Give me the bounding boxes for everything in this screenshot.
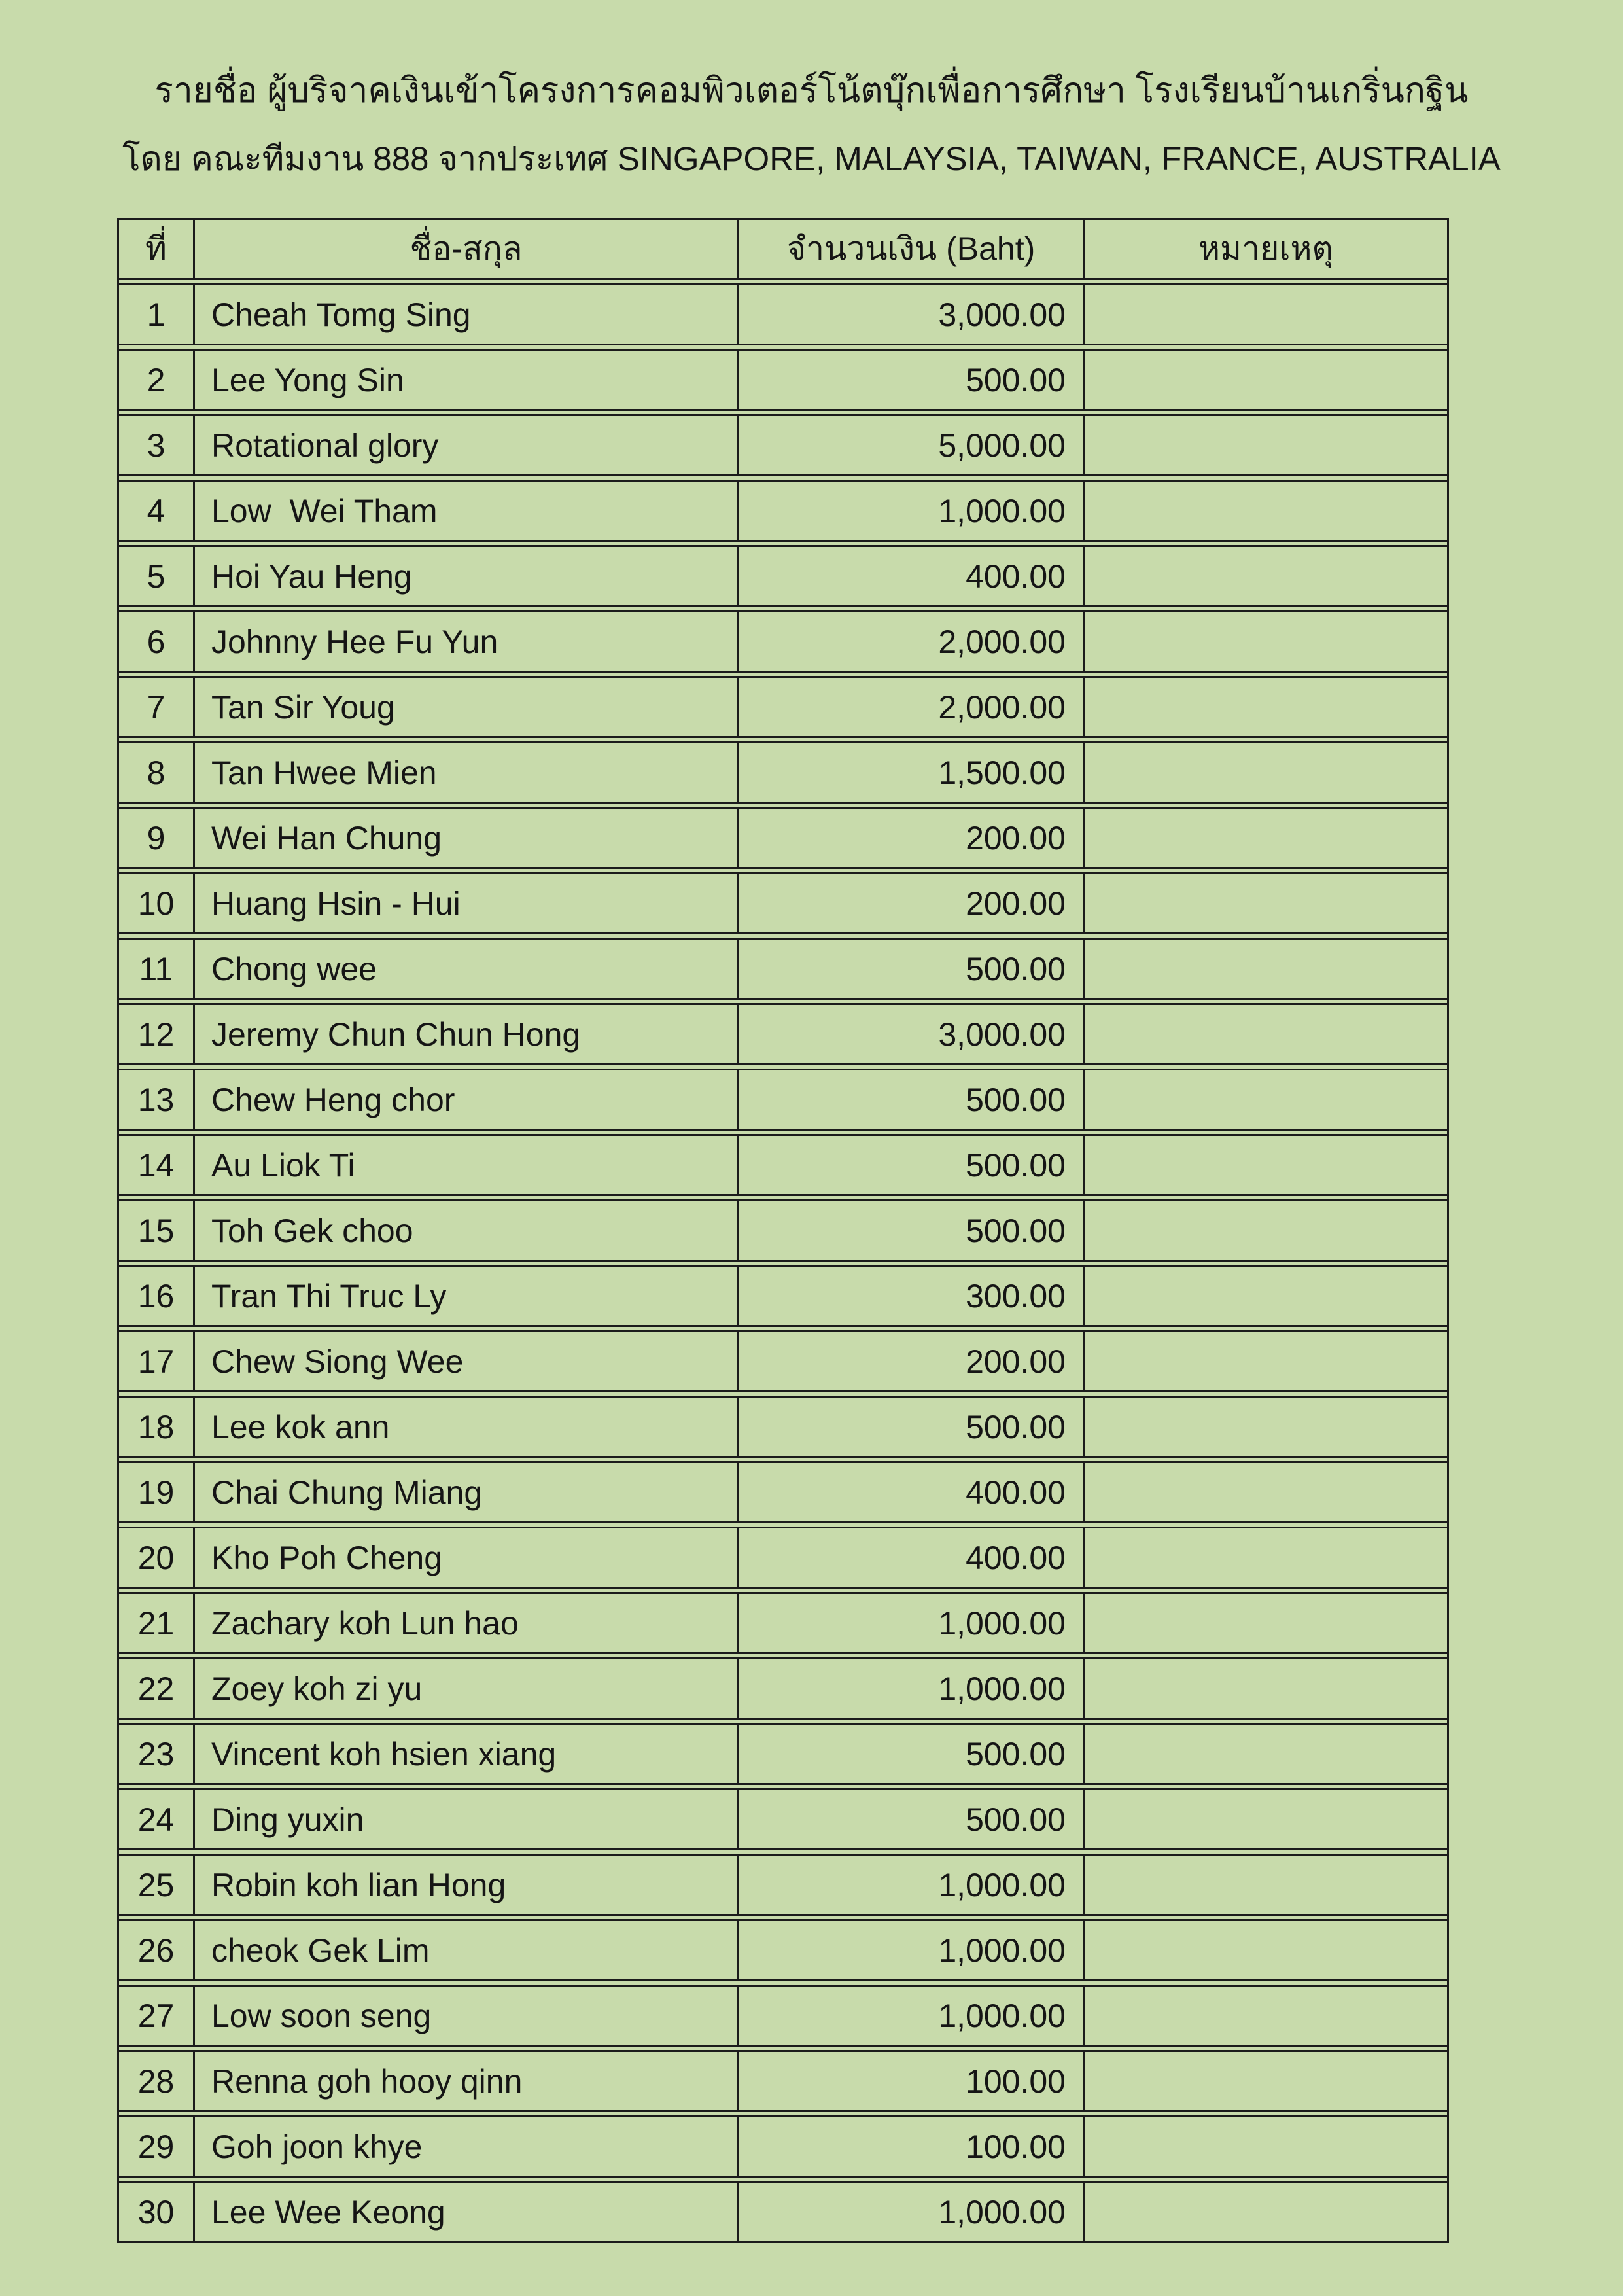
- remark-cell: [1083, 1005, 1447, 1063]
- table-row: [119, 1396, 1447, 1458]
- row-number-cell: 26: [137, 1932, 175, 1969]
- table-row: [119, 1003, 1447, 1065]
- amount-cell: 500.00: [737, 351, 1083, 409]
- header-row: [119, 218, 1447, 280]
- donor-name-cell: Tan Hwee Mien: [193, 743, 737, 802]
- donor-name-cell: Hoi Yau Heng: [193, 547, 737, 605]
- amount-cell: 500.00: [737, 940, 1083, 998]
- table-row: [119, 2181, 1447, 2243]
- header-cell-remark: หมายเหตุ: [1083, 220, 1447, 278]
- row-number-cell: 8: [147, 754, 166, 791]
- remark-cell: [1083, 1267, 1447, 1325]
- donor-name-cell: Rotational glory: [193, 416, 737, 474]
- donor-name-cell: Zachary koh Lun hao: [193, 1594, 737, 1652]
- row-number-cell: 9: [147, 819, 166, 857]
- donor-name-cell: Jeremy Chun Chun Hong: [193, 1005, 737, 1063]
- row-number-cell: 30: [137, 2193, 175, 2231]
- donor-name-cell: Johnny Hee Fu Yun: [193, 612, 737, 671]
- remark-cell: [1083, 1201, 1447, 1260]
- table-row: [119, 676, 1447, 738]
- donor-name-cell: Au Liok Ti: [193, 1136, 737, 1194]
- amount-cell: 5,000.00: [737, 416, 1083, 474]
- amount-cell: 3,000.00: [737, 1005, 1083, 1063]
- amount-cell: 100.00: [737, 2117, 1083, 2176]
- table-row: [119, 807, 1447, 869]
- row-number-cell: 20: [137, 1539, 175, 1576]
- table-row: [119, 283, 1447, 345]
- amount-cell: 1,000.00: [737, 1921, 1083, 1979]
- table-row: [119, 938, 1447, 1000]
- amount-cell: 500.00: [737, 1136, 1083, 1194]
- row-number-cell: 4: [147, 492, 166, 529]
- table-row: [119, 1985, 1447, 2047]
- header-cell-no: ที่: [145, 230, 167, 267]
- row-number-cell: 21: [137, 1604, 175, 1642]
- remark-cell: [1083, 2052, 1447, 2110]
- table-row: [119, 414, 1447, 476]
- row-number-cell: 18: [137, 1408, 175, 1445]
- row-number-cell: 12: [137, 1016, 175, 1053]
- amount-cell: 1,000.00: [737, 482, 1083, 540]
- remark-cell: [1083, 351, 1447, 409]
- amount-cell: 400.00: [737, 1528, 1083, 1587]
- donor-name-cell: Chew Siong Wee: [193, 1332, 737, 1390]
- remark-cell: [1083, 874, 1447, 932]
- donor-name-cell: Zoey koh zi yu: [193, 1659, 737, 1718]
- document-title-line1: รายชื่อ ผู้บริจาคเงินเข้าโครงการคอมพิวเตอร์โน้ตบุ๊กเพื่อการศึกษา โรงเรียนบ้านเกริ่นกฐิน: [154, 71, 1469, 110]
- donor-name-cell: Tan Sir Youg: [193, 678, 737, 736]
- remark-cell: [1083, 678, 1447, 736]
- remark-cell: [1083, 940, 1447, 998]
- row-number-cell: 2: [147, 361, 166, 398]
- donor-name-cell: Chong wee: [193, 940, 737, 998]
- remark-cell: [1083, 482, 1447, 540]
- remark-cell: [1083, 1398, 1447, 1456]
- table-row: [119, 1919, 1447, 1981]
- row-number-cell: 11: [139, 950, 173, 987]
- row-number-cell: 28: [137, 2062, 175, 2100]
- donor-name-cell: Robin koh lian Hong: [193, 1856, 737, 1914]
- donor-name-cell: Lee Wee Keong: [193, 2183, 737, 2241]
- remark-cell: [1083, 547, 1447, 605]
- table-row: [119, 741, 1447, 804]
- remark-cell: [1083, 1070, 1447, 1129]
- table-row: [119, 872, 1447, 934]
- table-row: [119, 1527, 1447, 1589]
- remark-cell: [1083, 1921, 1447, 1979]
- remark-cell: [1083, 2183, 1447, 2241]
- remark-cell: [1083, 285, 1447, 344]
- table-row: [119, 1199, 1447, 1262]
- table-row: [119, 545, 1447, 607]
- amount-cell: 2,000.00: [737, 612, 1083, 671]
- donor-table: [117, 218, 1449, 2243]
- table-row: [119, 610, 1447, 673]
- row-number-cell: 29: [137, 2128, 175, 2165]
- amount-cell: 2,000.00: [737, 678, 1083, 736]
- amount-cell: 1,000.00: [737, 1856, 1083, 1914]
- row-number-cell: 1: [147, 296, 166, 333]
- amount-cell: 300.00: [737, 1267, 1083, 1325]
- remark-cell: [1083, 416, 1447, 474]
- donor-name-cell: Wei Han Chung: [193, 809, 737, 867]
- amount-cell: 1,000.00: [737, 1987, 1083, 2045]
- amount-cell: 1,000.00: [737, 1594, 1083, 1652]
- table-row: [119, 1657, 1447, 1720]
- donor-name-cell: Low Wei Tham: [193, 482, 737, 540]
- amount-cell: 100.00: [737, 2052, 1083, 2110]
- amount-cell: 1,000.00: [737, 1659, 1083, 1718]
- remark-cell: [1083, 1659, 1447, 1718]
- row-number-cell: 16: [137, 1277, 175, 1315]
- donor-name-cell: Vincent koh hsien xiang: [193, 1725, 737, 1783]
- amount-cell: 500.00: [737, 1398, 1083, 1456]
- remark-cell: [1083, 1594, 1447, 1652]
- remark-cell: [1083, 1528, 1447, 1587]
- row-number-cell: 15: [137, 1212, 175, 1249]
- remark-cell: [1083, 612, 1447, 671]
- amount-cell: 200.00: [737, 874, 1083, 932]
- donor-name-cell: Kho Poh Cheng: [193, 1528, 737, 1587]
- amount-cell: 400.00: [737, 547, 1083, 605]
- remark-cell: [1083, 1136, 1447, 1194]
- donor-name-cell: Lee kok ann: [193, 1398, 737, 1456]
- amount-cell: 500.00: [737, 1725, 1083, 1783]
- row-number-cell: 22: [137, 1670, 175, 1707]
- table-row: [119, 1134, 1447, 1196]
- donor-name-cell: Huang Hsin - Hui: [193, 874, 737, 932]
- row-number-cell: 27: [137, 1997, 175, 2034]
- donor-name-cell: Toh Gek choo: [193, 1201, 737, 1260]
- table-row: [119, 2050, 1447, 2112]
- donor-name-cell: cheok Gek Lim: [193, 1921, 737, 1979]
- table-row: [119, 1854, 1447, 1916]
- row-number-cell: 23: [137, 1735, 175, 1773]
- remark-cell: [1083, 809, 1447, 867]
- amount-cell: 200.00: [737, 809, 1083, 867]
- amount-cell: 1,000.00: [737, 2183, 1083, 2241]
- remark-cell: [1083, 743, 1447, 802]
- remark-cell: [1083, 1856, 1447, 1914]
- row-number-cell: 25: [137, 1866, 175, 1903]
- remark-cell: [1083, 1987, 1447, 2045]
- row-number-cell: 3: [147, 427, 166, 464]
- table-row: [119, 1723, 1447, 1785]
- table-row: [119, 480, 1447, 542]
- amount-cell: 3,000.00: [737, 285, 1083, 344]
- amount-cell: 500.00: [737, 1790, 1083, 1848]
- remark-cell: [1083, 1332, 1447, 1390]
- row-number-cell: 19: [137, 1474, 175, 1511]
- donor-name-cell: Ding yuxin: [193, 1790, 737, 1848]
- donor-name-cell: Chai Chung Miang: [193, 1463, 737, 1521]
- remark-cell: [1083, 1790, 1447, 1848]
- table-row: [119, 1788, 1447, 1850]
- table-row: [119, 349, 1447, 411]
- table-row: [119, 1461, 1447, 1523]
- row-number-cell: 17: [137, 1343, 175, 1380]
- table-row: [119, 1330, 1447, 1392]
- donor-name-cell: Lee Yong Sin: [193, 351, 737, 409]
- amount-cell: 400.00: [737, 1463, 1083, 1521]
- donor-name-cell: Cheah Tomg Sing: [193, 285, 737, 344]
- amount-cell: 500.00: [737, 1201, 1083, 1260]
- row-number-cell: 24: [137, 1801, 175, 1838]
- row-number-cell: 6: [147, 623, 166, 660]
- table-row: [119, 1265, 1447, 1327]
- table-row: [119, 1069, 1447, 1131]
- amount-cell: 500.00: [737, 1070, 1083, 1129]
- header-cell-name: ชื่อ-สกุล: [193, 220, 737, 278]
- row-number-cell: 13: [137, 1081, 175, 1118]
- row-number-cell: 14: [137, 1146, 175, 1184]
- donor-name-cell: Goh joon khye: [193, 2117, 737, 2176]
- remark-cell: [1083, 1463, 1447, 1521]
- amount-cell: 1,500.00: [737, 743, 1083, 802]
- row-number-cell: 5: [147, 557, 166, 595]
- amount-cell: 200.00: [737, 1332, 1083, 1390]
- donor-name-cell: Low soon seng: [193, 1987, 737, 2045]
- donor-name-cell: Renna goh hooy qinn: [193, 2052, 737, 2110]
- row-number-cell: 7: [147, 688, 166, 726]
- table-row: [119, 1592, 1447, 1654]
- row-number-cell: 10: [137, 885, 175, 922]
- table-row: [119, 2115, 1447, 2178]
- donor-name-cell: Tran Thi Truc Ly: [193, 1267, 737, 1325]
- remark-cell: [1083, 2117, 1447, 2176]
- donor-name-cell: Chew Heng chor: [193, 1070, 737, 1129]
- header-cell-amount: จำนวนเงิน (Baht): [737, 220, 1083, 278]
- remark-cell: [1083, 1725, 1447, 1783]
- document-title-line2: โดย คณะทีมงาน 888 จากประเทศ SINGAPORE, MALAYSIA, TAIWAN, FRANCE, AUSTRALIA: [122, 140, 1501, 177]
